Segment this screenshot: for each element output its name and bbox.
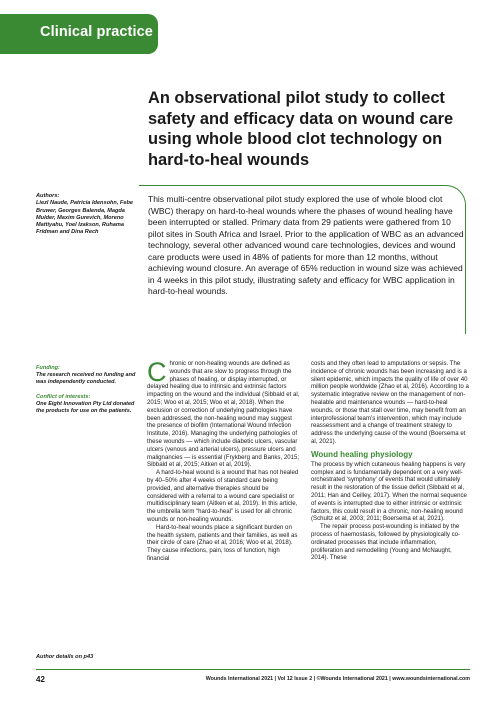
authors-block [36, 193, 134, 237]
abstract: This multi-centre observational pilot study explored the use of whole blood clot (WBC) therapy on hard-to-heal wounds where the phases of wound healing have been interrupted or stalled. Primary data from 29 patients were gathered from 10 pilot sites in South Africa and Israel. Prior to the application of WBC as an advanced technology, several other advanced wound care technologies, devices and wound care products were used in 48% of patients for more than 12 months, without achieving wound closure. An average of 65% reduction in wound size was achieved in 4 weeks in this pilot study, illustrating safety and efficacy for WBC application in hard-to-heal wounds. [148, 194, 464, 296]
side-notes [36, 365, 140, 423]
body-paragraph: costs and they often lead to amputations or sepsis. The incidence of chronic wounds has been increasing and is a silent epidemic, which impacts the quality of life of over 40 million people worldwide (Zhao et al, 2016). According to a systematic integrative review on the management of non-healable and maintenance wounds — hard-to-heal wounds, or those that stall over time, may benefit from an interprofessional team’s intervention, which may include reassessment and a change of treatment strategy to address the underlying cause of the wound (Boersema et al, 2021). [311, 360, 469, 445]
section-label: Clinical practice [40, 24, 153, 40]
authors-list: Liezl Naude, Patricia Idensohn, Febe Bruwer, Georges Balenda, Magda Mulder, Maxim Gurevich, Moreno Mattiyahu, Yoel Izakson, Ruhama Fridman and Dina Rech [36, 200, 133, 236]
conflict-label: Conflict of interests: [36, 394, 91, 401]
body-column-2 [311, 360, 469, 678]
body-paragraph-text: hronic or non-healing wounds are defined as wounds that are slow to progress through the phases of healing, or display interrupted, or delayed healing due to intrinsic and extrinsic factors impacting on the wound and the individual (Sibbald et al, 2015; Woo et al, 2015; Woo et al, 2018). When the exclusion or correction of underlying pathologies have been addressed, the non-healing wound may suggest the presence of biofilm (International Wound Infection Institute, 2016). Managing the underlying pathologies of these wounds — which include diabetic ulcers, vascular ulcers (venous and arterial ulcers), pressure ulcers and malignancies — is essential (Frykberg and Banks, 2015; Sibbald et al, 2015; Aitken et al, 2019). [147, 360, 300, 469]
section-subheading: Wound healing physiology [311, 449, 413, 459]
conflict-text: One Eight Innovation Pty Ltd donated the products for use on the patients. [36, 401, 135, 415]
drop-cap: C [147, 357, 167, 387]
page-number: 42 [36, 675, 45, 684]
body-paragraph: Hard-to-heal wounds place a significant burden on the health system, patients and their families, as well as their circle of care (Zhao et al, 2016; Woo et al, 2018). They cause infections, pain, loss of function, high financial [147, 523, 298, 562]
article-title: An observational pilot study to collect safety and efficacy data on wound care using whole blood clot technology on hard-to-heal wounds [148, 89, 454, 169]
funding-label: Funding: [36, 365, 60, 371]
body-column-1 [147, 357, 300, 678]
footer-divider [36, 669, 470, 670]
funding-text: The research received no funding and was independently conducted. [36, 372, 136, 386]
authors-label: Authors: [36, 193, 60, 199]
author-details-note: Author details on p43 [36, 654, 94, 660]
body-paragraph: The process by which cutaneous healing happens is very complex and is fundamentally dependent on a very well-orchestrated ‘symphony’ of events that would ultimately result in the restoration of the tissue deficit (Sibbald et al, 2011; Han and Ceilley, 2017). When the normal sequence of events is interrupted due to either intrinsic or extrinsic factors, this could result in a chronic, non-healing wound (Schultz et al, 2003; 2011; Boersema et al, 2021). [311, 460, 467, 523]
body-paragraph: The repair process post-wounding is initiated by the process of haemostasis, followed by physiologically co-ordinated processes that include inflammation, proliferation and remodelling (Young and McNaught, 2014). These [311, 523, 461, 562]
journal-info: Wounds International 2021 | Vol 12 Issue 2 | ©Wounds International 2021 | www.woundsinternational.com [205, 676, 470, 682]
section-tab [0, 14, 158, 54]
body-paragraph [147, 357, 300, 469]
body-paragraph: A hard-to-heal wound is a wound that has not healed by 40–50% after 4 weeks of standard care being provided, and alternative therapies should be considered with a referral to a wound care specialist or multidisciplinary team (Aitken et al, 2019). In this article, the umbrella term “hard-to-heal” is used for all chronic wounds or non-healing wounds. [147, 469, 299, 523]
